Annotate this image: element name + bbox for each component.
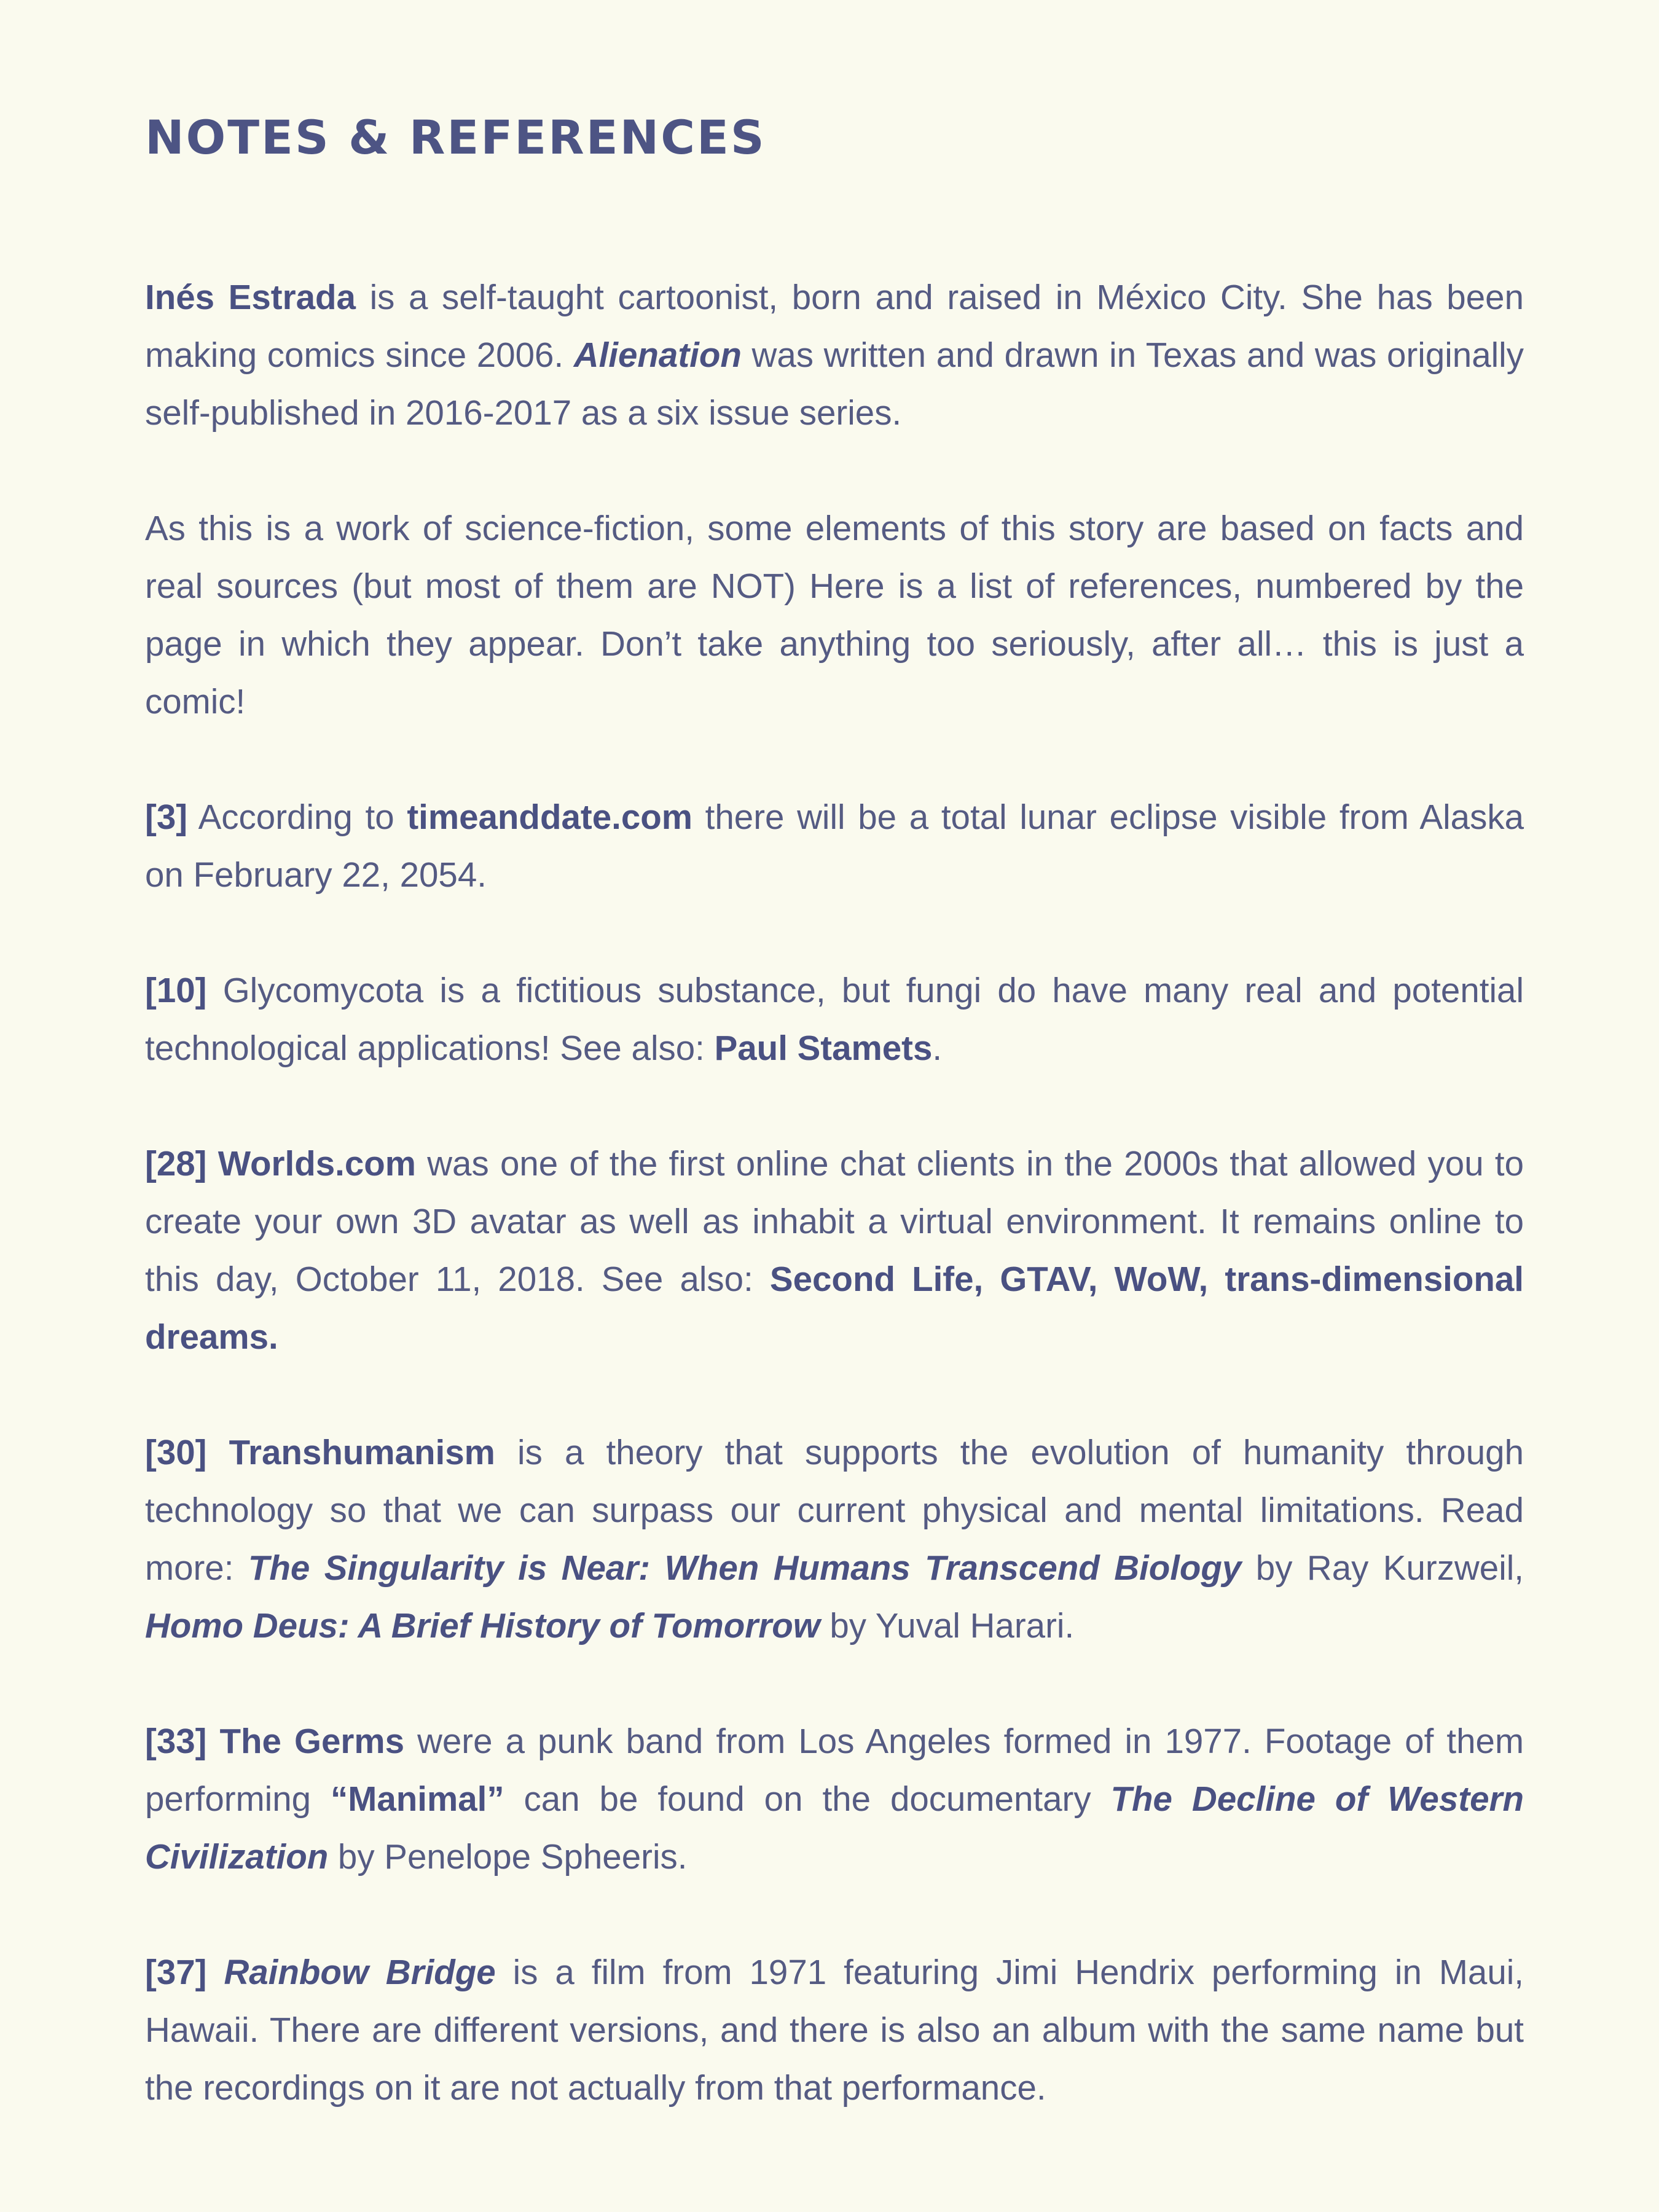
notes-page (145, 109, 1524, 2117)
topic: Transhumanism (229, 1433, 495, 1472)
note-30: [30] Transhumanism is a theory that supports the evolution of humanity through technology so that we can surpass our current physical and mental limitations. Read more: The Singularity is Near: When Humans Transcend Biology by Ray Kurzweil, Homo Deus: A Brief History of Tomorrow by Yuval Harari. (145, 1433, 1524, 1645)
note-37: [37] Rainbow Bridge is a film from 1971 featuring Jimi Hendrix performing in Maui, Hawaii. There are different versions, and there is also an album with the same name but the recordings on it are not actually from that performance. (145, 1953, 1524, 2108)
reference-site: timeanddate.com (407, 798, 692, 837)
reference-site: Worlds.com (218, 1144, 417, 1183)
note-number: [33] (145, 1722, 207, 1761)
see-also: Second Life, GTAV, WoW, trans-dimensional dreams. (145, 1260, 1524, 1357)
film-title: The Decline of Western Civilization (145, 1779, 1524, 1877)
song-title: “Manimal” (331, 1779, 504, 1819)
book-title: Homo Deus: A Brief History of Tomorrow (145, 1606, 820, 1645)
book-title: Alienation (573, 335, 742, 375)
note-number: [3] (145, 798, 188, 837)
band-name: The Germs (219, 1722, 405, 1761)
see-also: Paul Stamets (714, 1029, 933, 1068)
disclaimer: As this is a work of science-fiction, some elements of this story are based on facts and real sources (but most of them are NOT) Here is a list of references, numbered by the page in which they appear. Don’t take anything too seriously, after all… this is just a comic! (145, 509, 1524, 721)
note-28: [28] Worlds.com was one of the first online chat clients in the 2000s that allowed you to create your own 3D avatar as well as inhabit a virtual environment. It remains online to this day, October 11, 2018. See also: Second Life, GTAV, WoW, trans-dimensional dreams. (145, 1144, 1524, 1357)
note-10: [10] Glycomycota is a fictitious substance, but fungi do have many real and potential technological applications! See also: Paul Stamets. (145, 971, 1524, 1068)
note-number: [37] (145, 1953, 207, 1992)
note-number: [30] (145, 1433, 207, 1472)
note-3: [3] According to timeanddate.com there will be a total lunar eclipse visible from Alaska on February 22, 2054. (145, 798, 1524, 895)
author-bio: Inés Estrada is a self-taught cartoonist, born and raised in México City. She has been making comics since 2006. Alienation was written and drawn in Texas and was originally self-published in 2016-2017 as a six issue series. (145, 278, 1524, 433)
film-title: Rainbow Bridge (224, 1953, 496, 1992)
note-number: [28] (145, 1144, 207, 1183)
note-number: [10] (145, 971, 207, 1010)
book-title: The Singularity is Near: When Humans Transcend Biology (248, 1548, 1242, 1588)
author-name: Inés Estrada (145, 278, 356, 317)
note-33: [33] The Germs were a punk band from Los Angeles formed in 1977. Footage of them performing “Manimal” can be found on the documentary The Decline of Western Civilization by Penelope Spheeris. (145, 1722, 1524, 1877)
page-title: NOTES & REFERENCES (145, 110, 766, 165)
